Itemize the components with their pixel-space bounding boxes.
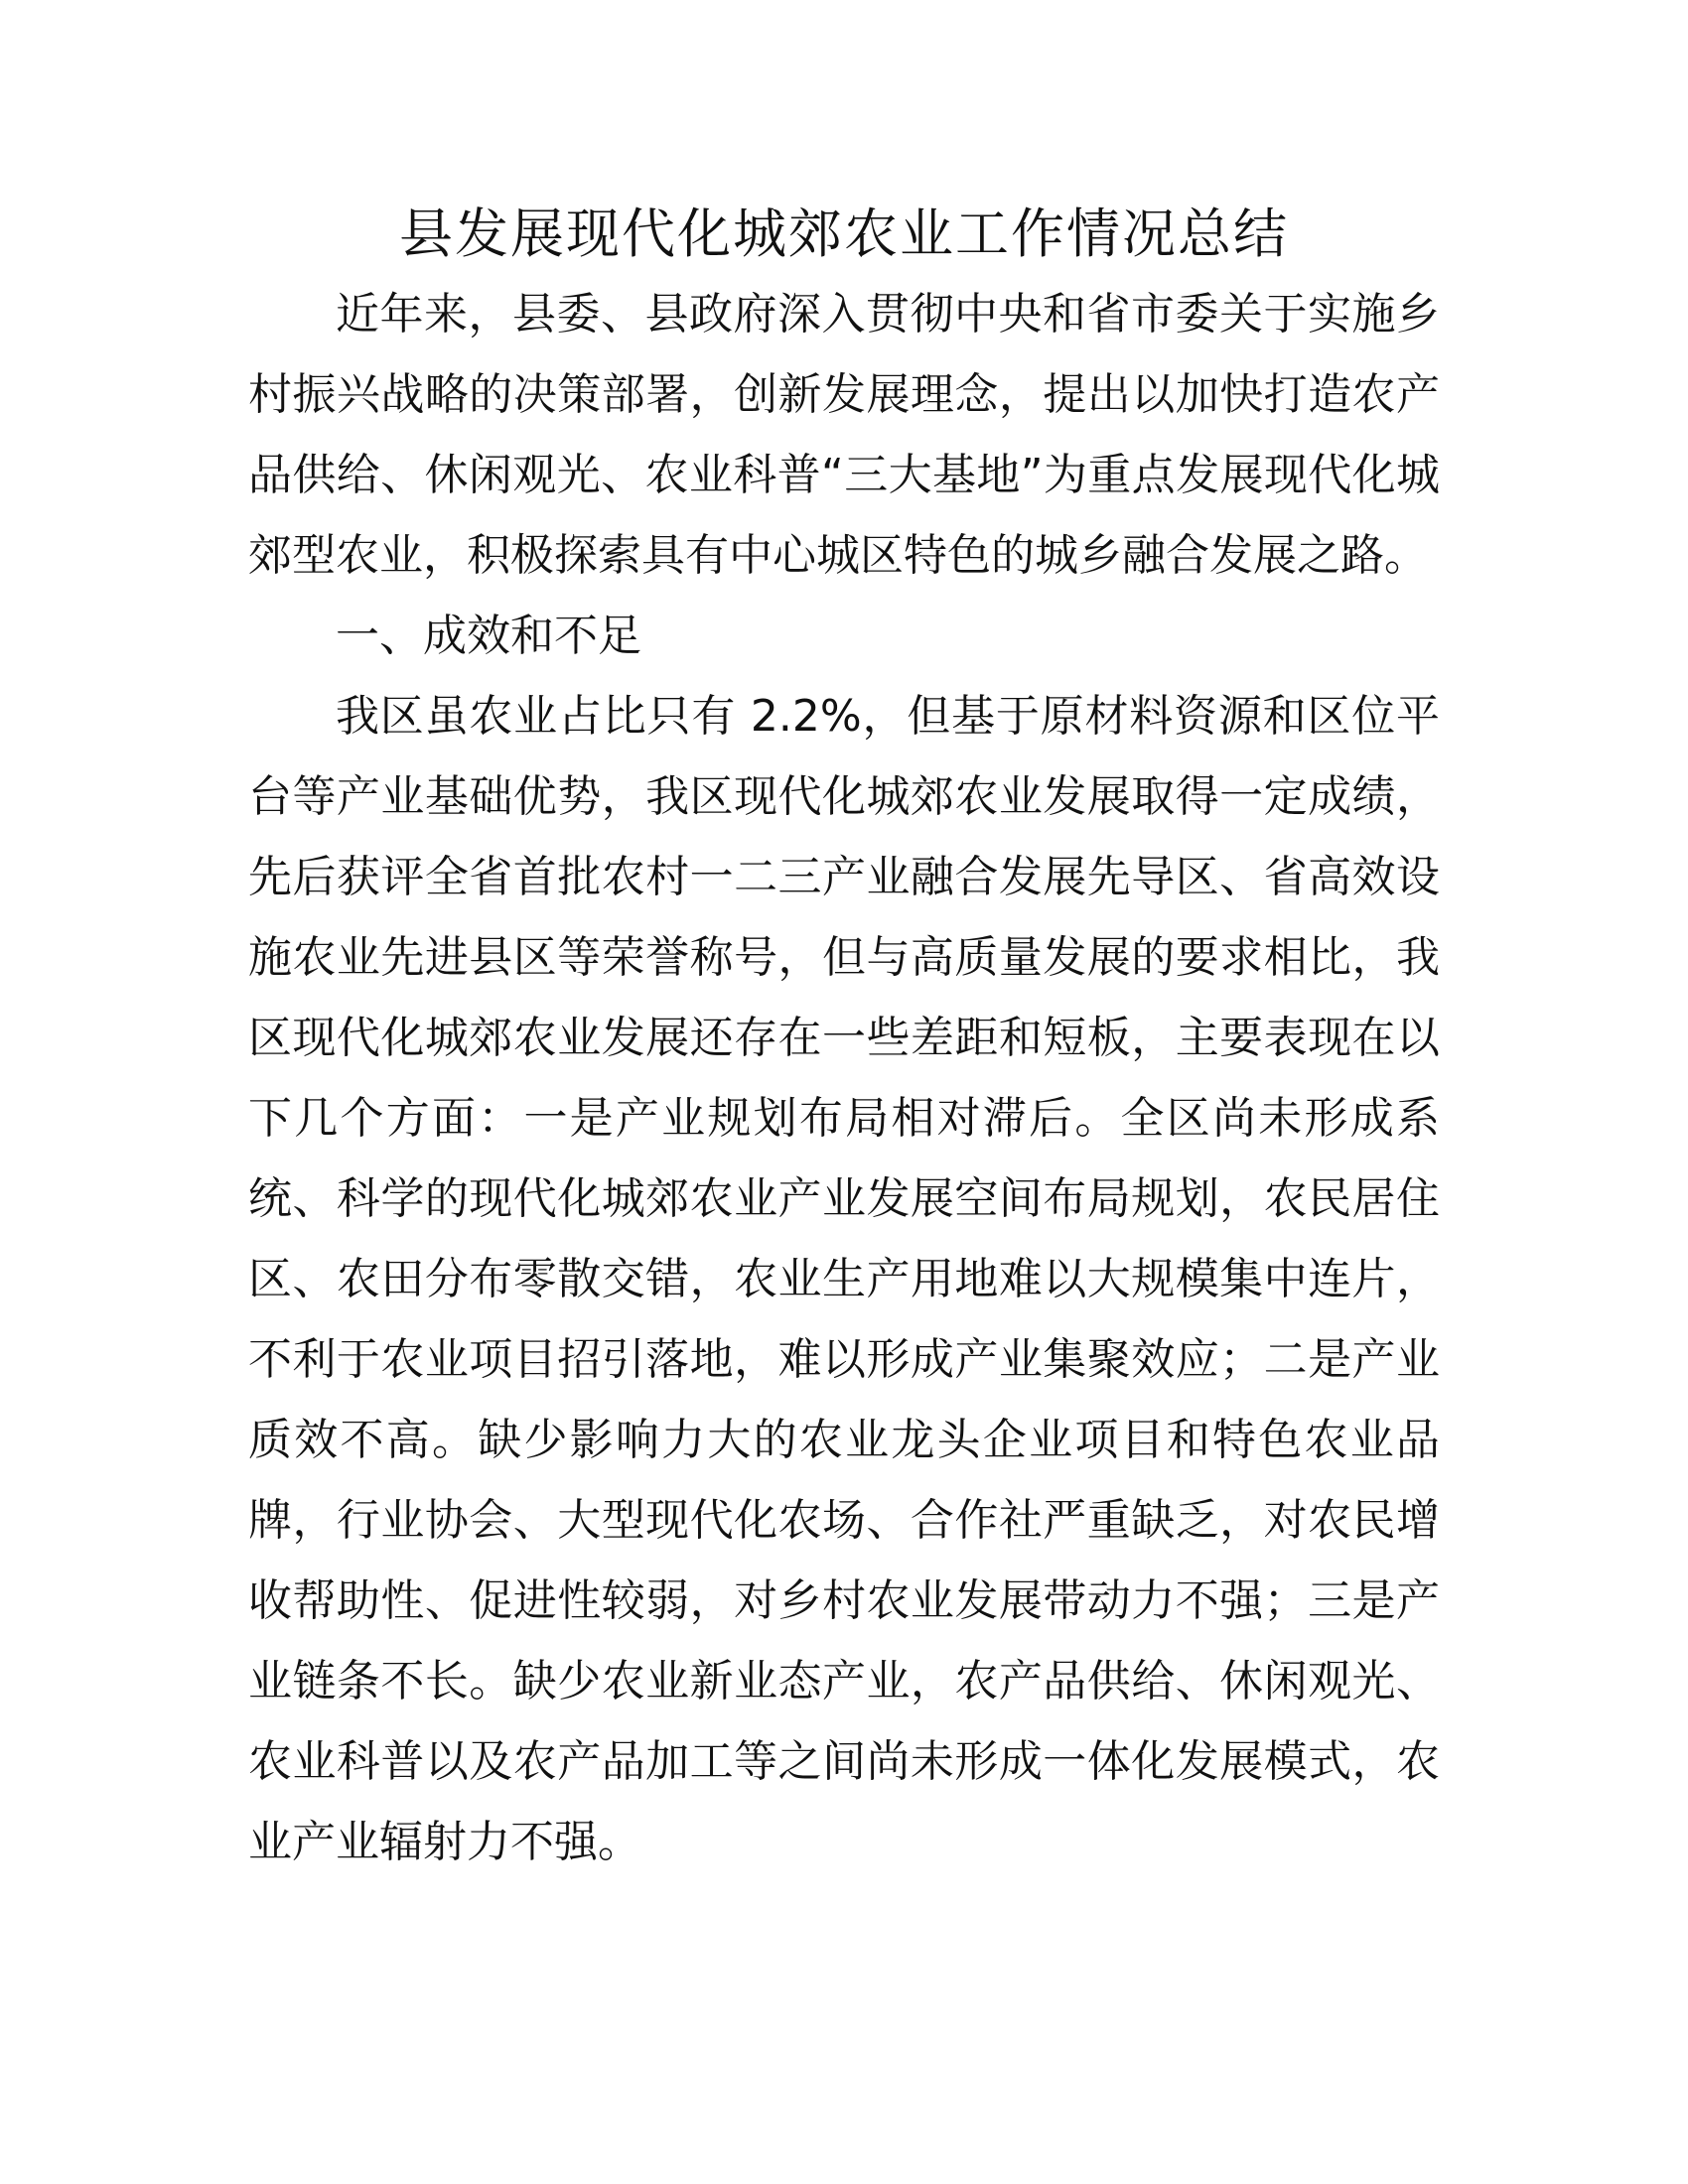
document-page [248,195,1440,1882]
intro-paragraph: 近年来，县委、县政府深入贯彻中央和省市委关于实施乡村振兴战略的决策部署，创新发展理念，提出以加快打造农产品供给、休闲观光、农业科普“三大基地”为重点发展现代化城郊型农业，积极探索具有中心城区特色的城乡融合发展之路。 [248,289,1440,581]
section-body-paragraph: 我区虽农业占比只有 2.2%，但基于原材料资源和区位平台等产业基础优势，我区现代化城郊农业发展取得一定成绩，先后获评全省首批农村一二三产业融合发展先导区、省高效设施农业先进县区等荣誉称号，但与高质量发展的要求相比，我区现代化城郊农业发展还存在一些差距和短板，主要表现在以下几个方面：一是产业规划布局相对滞后。全区尚未形成系统、科学的现代化城郊农业产业发展空间布局规划，农民居住区、农田分布零散交错，农业生产用地难以大规模集中连片，不利于农业项目招引落地，难以形成产业集聚效应；二是产业质效不高。缺少影响力大的农业龙头企业项目和特色农业品牌，行业协会、大型现代化农场、合作社严重缺乏，对农民增收帮助性、促进性较弱，对乡村农业发展带动力不强；三是产业链条不长。缺少农业新业态产业，农产品供给、休闲观光、农业科普以及农产品加工等之间尚未形成一体化发展模式，农业产业辐射力不强。 [248,691,1440,1867]
document-title: 县发展现代化城郊农业工作情况总结 [399,203,1289,265]
section-heading: 一、成效和不足 [336,611,641,661]
